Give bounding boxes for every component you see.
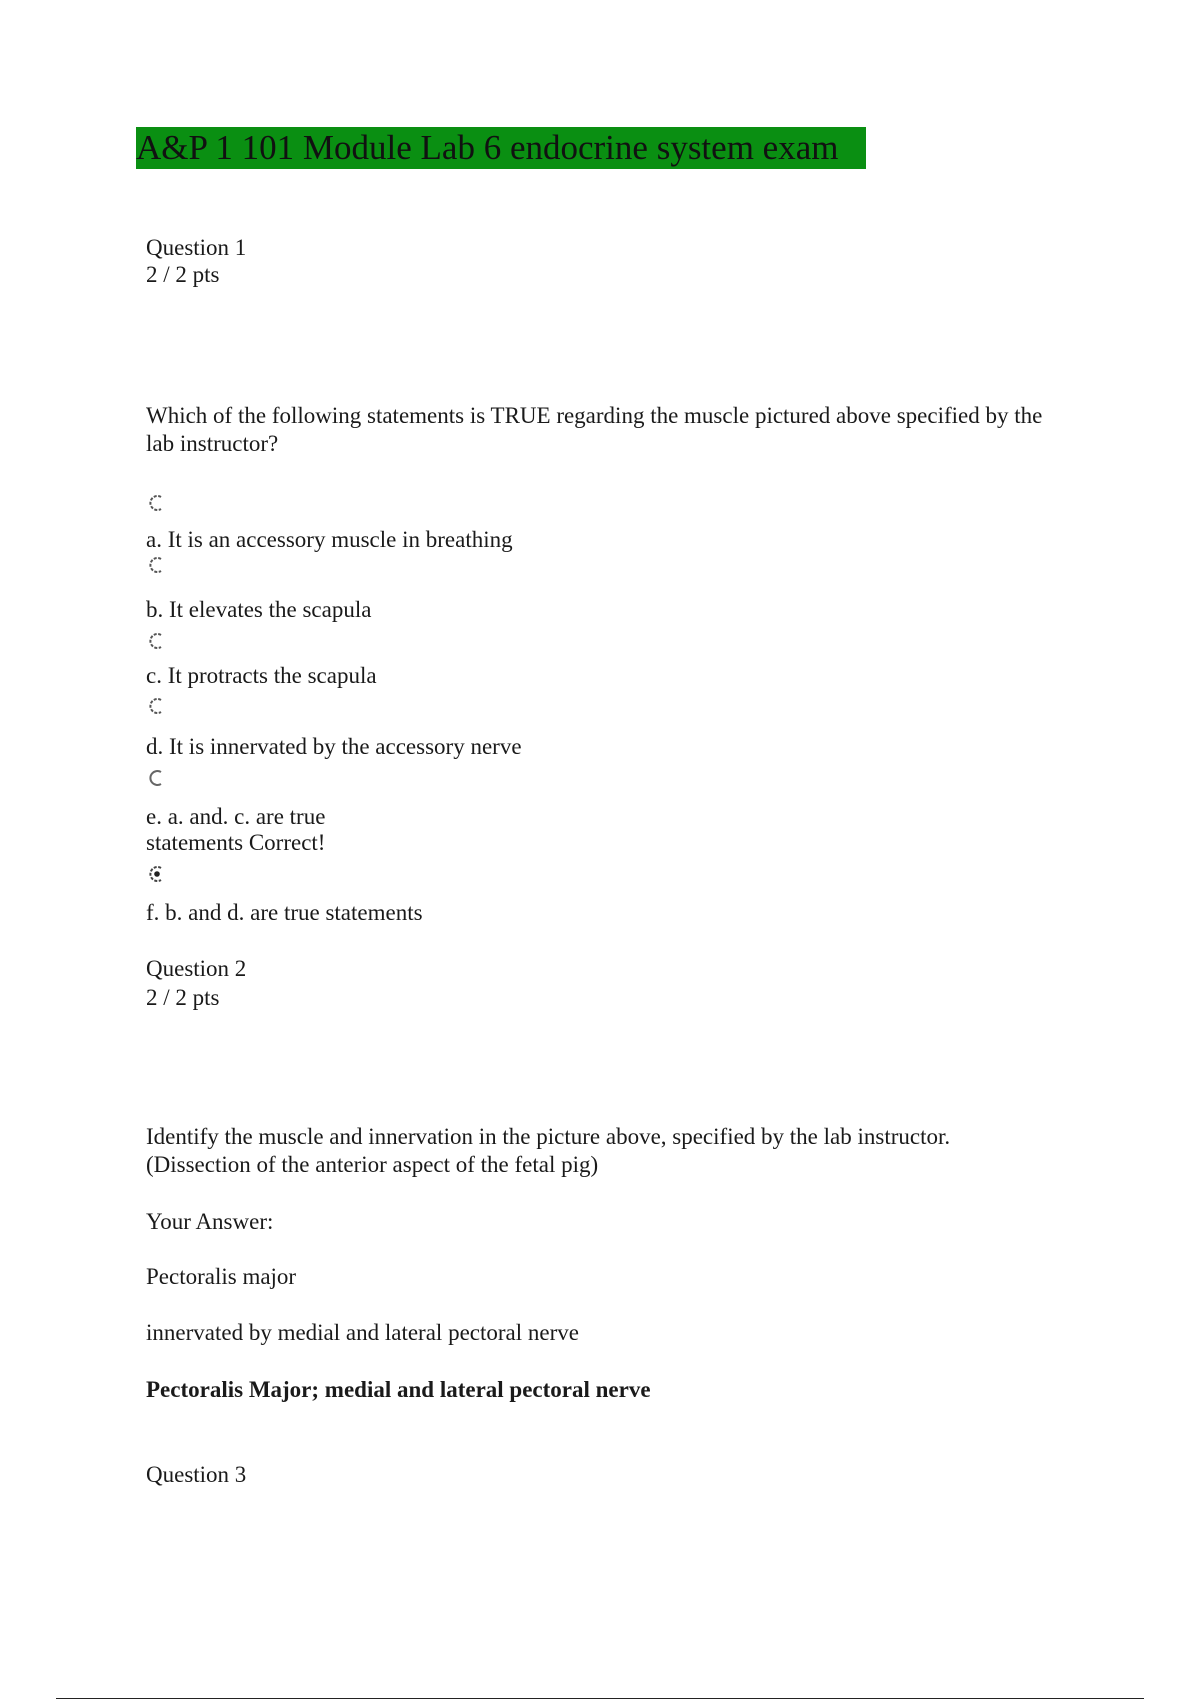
radio-option-f-selected[interactable] xyxy=(148,865,166,883)
radio-option-e[interactable] xyxy=(148,769,166,787)
question-1-prompt-line2: lab instructor? xyxy=(146,431,279,456)
document-title xyxy=(136,127,866,169)
radio-option-d[interactable] xyxy=(148,697,166,715)
question-1-label: Question 1 xyxy=(146,235,247,260)
document-title-text: A&P 1 101 Module Lab 6 endocrine system exam xyxy=(136,128,839,167)
your-answer-line2: innervated by medial and lateral pectoral nerve xyxy=(146,1320,579,1345)
radio-option-c[interactable] xyxy=(148,632,166,650)
option-c-label: c. It protracts the scapula xyxy=(146,663,377,688)
option-d-label: d. It is innervated by the accessory nerve xyxy=(146,734,522,759)
question-2-points: 2 / 2 pts xyxy=(146,985,220,1010)
question-2-label: Question 2 xyxy=(146,956,247,981)
question-1-prompt-line1: Which of the following statements is TRUE regarding the muscle pictured above specified by the xyxy=(146,403,1043,428)
radio-option-a[interactable] xyxy=(148,494,166,512)
option-a-label: a. It is an accessory muscle in breathing xyxy=(146,527,513,552)
question-3-label: Question 3 xyxy=(146,1462,247,1487)
correct-answer: Pectoralis Major; medial and lateral pectoral nerve xyxy=(146,1377,651,1402)
your-answer-line1: Pectoralis major xyxy=(146,1264,297,1289)
question-2-prompt-line1: Identify the muscle and innervation in the picture above, specified by the lab instructor. xyxy=(146,1124,951,1149)
radio-option-b[interactable] xyxy=(148,556,166,574)
option-e-label-line2: statements Correct! xyxy=(146,830,326,855)
option-f-label: f. b. and d. are true statements xyxy=(146,900,423,925)
footer-divider xyxy=(56,1698,1144,1699)
option-b-label: b. It elevates the scapula xyxy=(146,597,372,622)
your-answer-label: Your Answer: xyxy=(146,1209,274,1234)
option-e-label-line1: e. a. and. c. are true xyxy=(146,804,326,829)
question-2-prompt-line2: (Dissection of the anterior aspect of the fetal pig) xyxy=(146,1152,599,1177)
question-1-points: 2 / 2 pts xyxy=(146,262,220,287)
